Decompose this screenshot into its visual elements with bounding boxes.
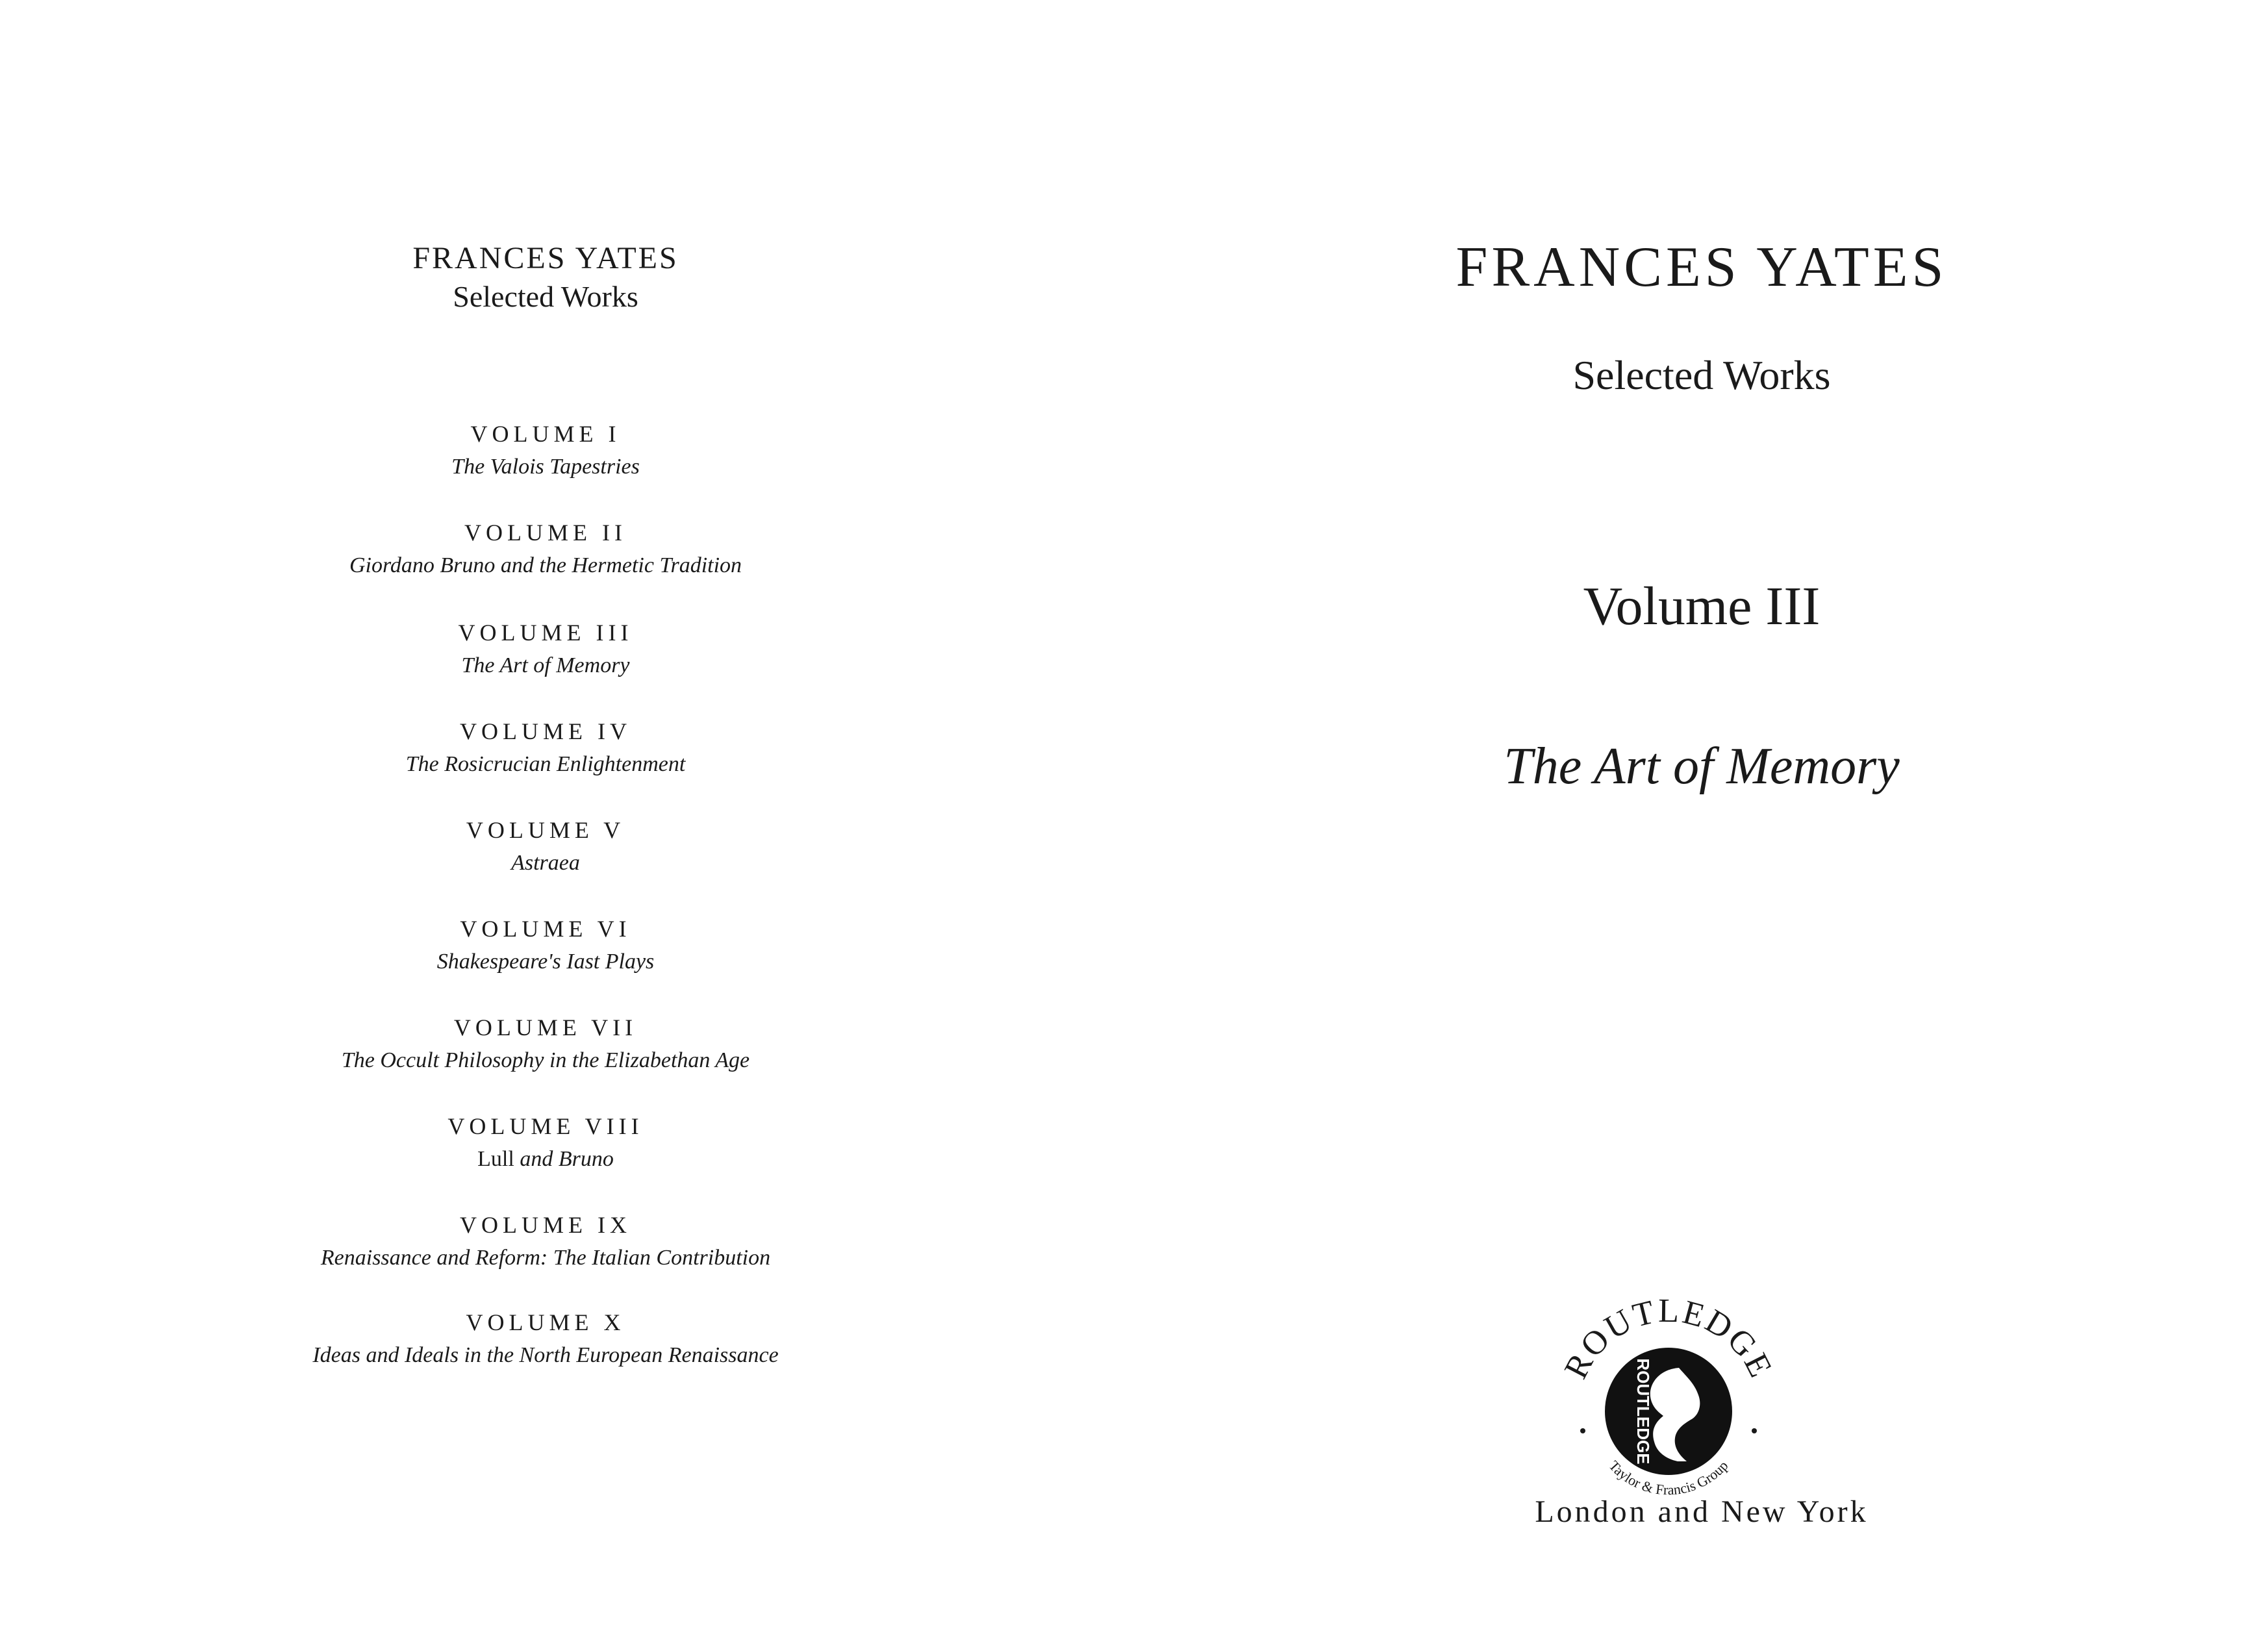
left-page-series-list: [0, 0, 1091, 1651]
book-series-subtitle: Selected Works: [1572, 352, 1831, 398]
volume-label: VOLUME III: [458, 620, 633, 646]
logo-group-text: Taylor & Francis Group: [1606, 1457, 1732, 1498]
publisher-imprint: London and New York: [1535, 1494, 1869, 1529]
volume-title: Shakespeare's Iast Plays: [436, 950, 655, 974]
volume-title: Giordano Bruno and the Hermetic Tradition: [349, 553, 742, 577]
volume-title: The Occult Philosophy in the Elizabethan Age: [341, 1048, 750, 1072]
volume-entry-6: [0, 917, 1091, 973]
volume-label: VOLUME V: [466, 817, 625, 843]
volume-label: VOLUME IV: [460, 718, 631, 744]
volume-title: The Rosicrucian Enlightenment: [405, 752, 686, 776]
volume-entry-9: [0, 1213, 1091, 1269]
volume-label: VOLUME VII: [453, 1015, 638, 1040]
series-author: FRANCES YATES: [412, 241, 679, 275]
volume-label: VOLUME I: [470, 421, 621, 447]
volume-label: VOLUME VIII: [447, 1113, 644, 1139]
volume-entry-8: [0, 1115, 1091, 1170]
volume-entry-10: [0, 1311, 1091, 1367]
volume-title-italic-part: and Bruno: [520, 1147, 614, 1171]
volume-title: Astraea: [511, 851, 580, 875]
book-author: FRANCES YATES: [1455, 236, 1948, 299]
volume-title: The Art of Memory: [461, 653, 630, 677]
volume-entry-4: [0, 720, 1091, 775]
volume-entry-2: [0, 521, 1091, 577]
logo-dot-left: [1580, 1428, 1585, 1433]
volume-title: [0, 1148, 1091, 1170]
logo-dot-right: [1752, 1428, 1757, 1433]
volume-label: VOLUME VI: [460, 916, 631, 942]
volume-label: VOLUME X: [466, 1309, 625, 1335]
series-subtitle: Selected Works: [453, 280, 638, 313]
logo-inner-text: ROUTLEDGE: [1633, 1358, 1653, 1465]
routledge-logo-icon: [1552, 1291, 1785, 1512]
volume-entry-7: [0, 1016, 1091, 1072]
volume-number: Volume III: [1583, 576, 1821, 636]
volume-title-roman-part: Lull: [477, 1147, 514, 1171]
volume-entry-5: [0, 818, 1091, 874]
logo-ring-text: ROUTLEDGE: [1557, 1292, 1780, 1385]
book-title: The Art of Memory: [1504, 738, 1900, 795]
volume-title: The Valois Tapestries: [451, 455, 640, 479]
volume-entry-3: [0, 621, 1091, 677]
volume-label: VOLUME II: [464, 520, 627, 546]
volume-title: Renaissance and Reform: The Italian Contribution: [320, 1246, 771, 1270]
volume-label: VOLUME IX: [460, 1212, 631, 1238]
volume-title: Ideas and Ideals in the North European Renaissance: [312, 1343, 779, 1367]
right-page-title: [1247, 0, 2156, 1651]
volume-entry-1: [0, 422, 1091, 478]
